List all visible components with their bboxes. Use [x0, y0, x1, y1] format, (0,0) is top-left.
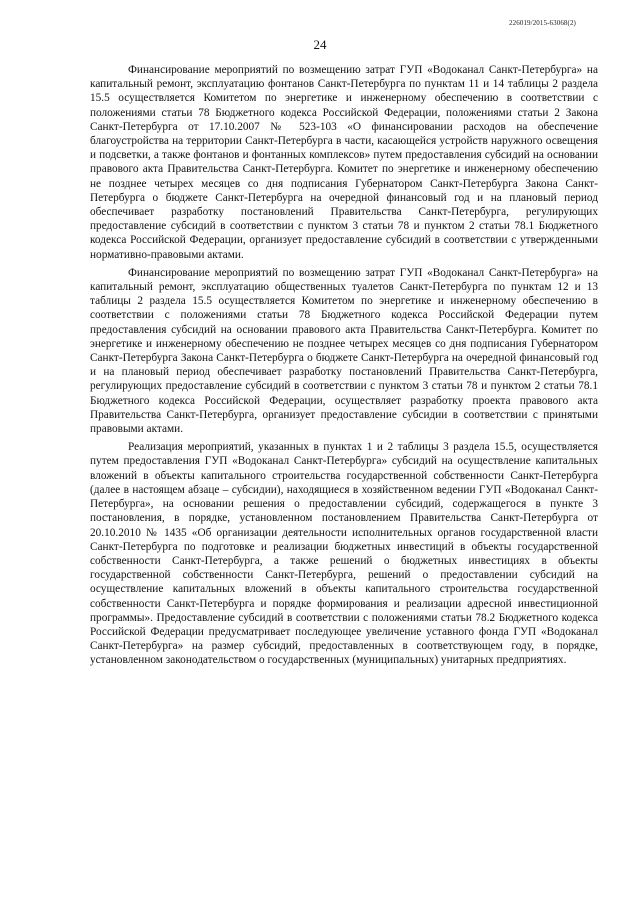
document-body [90, 63, 598, 672]
paragraph-toilets-financing: Финансирование мероприятий по возмещению затрат ГУП «Водоканал Санкт-Петербурга» на капитальный ремонт, эксплуатацию общественных туалетов Санкт-Петербурга по пунктам 12 и 13 таблицы 2 раздела 15.5 осуществляется Комитетом по энергетике и инженерному обеспечению в соответствии с положениями статьи 78 Бюджетного кодекса Российской Федерации путем предоставления субсидий на основании правового акта Правительства Санкт-Петербурга. Комитет по энергетике и инженерному обеспечению не позднее четырех месяцев со дня подписания Губернатором Санкт-Петербурга Закона Санкт-Петербурга о бюджете Санкт-Петербурга на очередной финансовый год и на плановый период обеспечивает разработку постановлений Правительства Санкт-Петербурга, регулирующих предоставление субсидий в соответствии с пунктом 3 статьи 78 и пунктом 2 статьи 78.1 Бюджетного кодекса Российской Федерации, осуществляет разработку проекта правового акта Правительства Санкт-Петербурга, организует предоставление субсидии в соответствии с принятыми правовыми актами. [90, 266, 598, 436]
paragraph-capital-investments: Реализация мероприятий, указанных в пунктах 1 и 2 таблицы 3 раздела 15.5, осуществляется путем предоставления ГУП «Водоканал Санкт-Петербурга» субсидий на осуществление капитальных вложений в объекты капитального строительства государственной собственности Санкт-Петербурга (далее в настоящем абзаце – субсидии), находящиеся в хозяйственном ведении ГУП «Водоканал Санкт-Петербурга», на основании решения о предоставлении субсидий, содержащегося в пункте 3 постановления, в порядке, установленном постановлением Правительства Санкт-Петербурга от 20.10.2010 № 1435 «Об организации деятельности исполнительных органов государственной власти Санкт-Петербурга по подготовке и реализации бюджетных инвестиций в объекты государственной собственности Санкт-Петербурга, а также решений о бюджетных инвестициях в объекты государственной собственности Санкт-Петербурга, решений о предоставлении субсидий на осуществление капитальных вложений в объекты капитального строительства государственной собственности Санкт-Петербурга и порядке формирования и реализации адресной инвестиционной программы». Предоставление субсидий в соответствии с положениями статьи 78.2 Бюджетного кодекса Российской Федерации предусматривает последующее увеличение уставного фонда ГУП «Водоканал Санкт-Петербурга» на размер субсидий, предоставленных в соответствующем году, в порядке, установленном законодательством о государственных (муниципальных) унитарных предприятиях. [90, 441, 598, 667]
document-number: 226019/2015-63068(2) [509, 19, 576, 27]
page-number: 24 [313, 37, 327, 52]
paragraph-fountains-financing: Финансирование мероприятий по возмещению затрат ГУП «Водоканал Санкт-Петербурга» на капитальный ремонт, эксплуатацию фонтанов Санкт-Петербурга по пунктам 11 и 14 таблицы 2 раздела 15.5 осуществляется Комитетом по энергетике и инженерному обеспечению в соответствии с положениями статьи 78 Бюджетного кодекса Российской Федерации, положениями статьи 2 Закона Санкт-Петербурга от 17.10.2007 № 523-103 «О финансировании расходов на обеспечение благоустройства на территории Санкт-Петербурга в части, касающейся устройств наружного освещения и подсветки, а также фонтанов и фонтанных комплексов» путем предоставления субсидий на основании правового акта Правительства Санкт-Петербурга. Комитет по энергетике и инженерному обеспечению не позднее четырех месяцев со дня подписания Губернатором Санкт-Петербурга Закона Санкт-Петербурга о бюджете Санкт-Петербурга на очередной финансовый год и на плановый период обеспечивает разработку постановлений Правительства Санкт-Петербурга, регулирующих предоставление субсидий в соответствии с пунктом 3 статьи 78 и пунктом 2 статьи 78.1 Бюджетного кодекса Российской Федерации, организует предоставление субсидий в соответствии с утвержденными нормативно-правовыми актами. [90, 64, 598, 261]
